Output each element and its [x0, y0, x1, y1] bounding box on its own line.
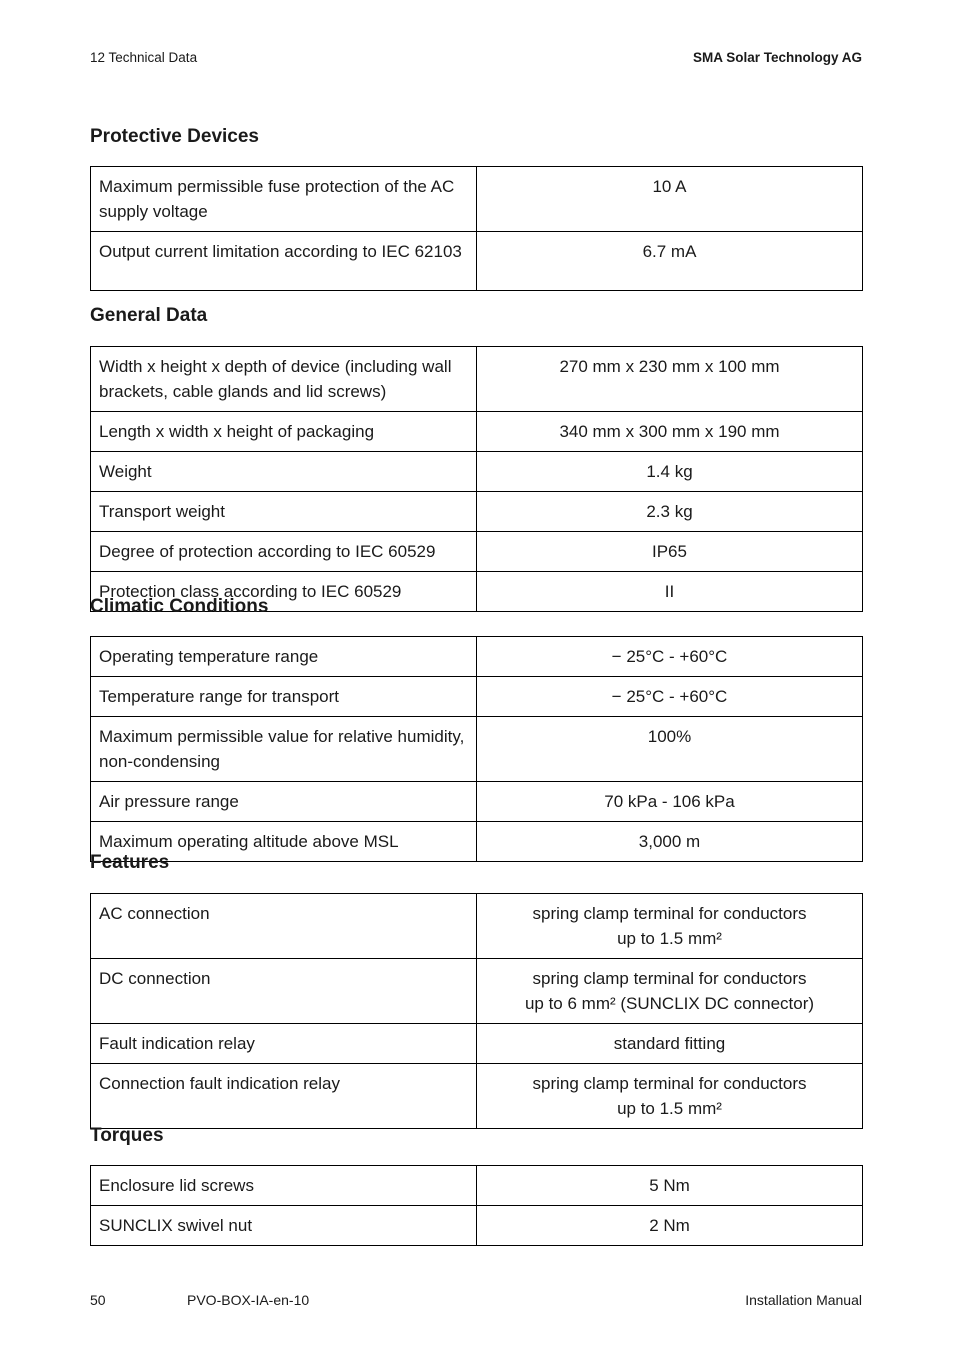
row-value-line: spring clamp terminal for conductors: [532, 904, 807, 923]
section-title-general-data: General Data: [90, 305, 208, 326]
row-value: 340 mm x 300 mm x 190 mm: [477, 412, 863, 452]
row-value: II: [477, 572, 863, 612]
row-label: Output current limitation according to IEC 62103: [91, 232, 477, 291]
row-value: [477, 959, 863, 1024]
row-value: standard fitting: [477, 1024, 863, 1064]
row-value: − 25°C - +60°C: [477, 677, 863, 717]
row-label: Maximum permissible value for relative humidity, non-condensing: [91, 717, 477, 782]
row-value: 2 Nm: [477, 1206, 863, 1246]
row-value: 270 mm x 230 mm x 100 mm: [477, 347, 863, 412]
table-row: [91, 232, 863, 291]
row-value-line: spring clamp terminal for conductors: [532, 1074, 807, 1093]
table-row: [91, 492, 863, 532]
table-row: [91, 959, 863, 1024]
table-row: [91, 1166, 863, 1206]
row-value-line: up to 1.5 mm²: [617, 1099, 722, 1118]
features-table: [90, 893, 863, 1129]
row-label: Air pressure range: [91, 782, 477, 822]
table-row: [91, 894, 863, 959]
table-row: [91, 822, 863, 862]
manual-title: Installation Manual: [745, 1292, 862, 1308]
row-label: Length x width x height of packaging: [91, 412, 477, 452]
row-value-line: up to 1.5 mm²: [617, 929, 722, 948]
table-row: [91, 452, 863, 492]
row-label: Enclosure lid screws: [91, 1166, 477, 1206]
row-label: Width x height x depth of device (including wall brackets, cable glands and lid screws): [91, 347, 477, 412]
row-value: [477, 894, 863, 959]
page-header-section: 12 Technical Data: [90, 50, 198, 65]
section-title-protective-devices: Protective Devices: [90, 126, 259, 147]
row-label: Transport weight: [91, 492, 477, 532]
table-row: [91, 1064, 863, 1129]
table-row: [91, 347, 863, 412]
row-label: Fault indication relay: [91, 1024, 477, 1064]
table-row: [91, 1024, 863, 1064]
row-value: IP65: [477, 532, 863, 572]
row-label: Weight: [91, 452, 477, 492]
row-label: Operating temperature range: [91, 637, 477, 677]
row-label: Maximum permissible fuse protection of the AC supply voltage: [91, 167, 477, 232]
row-value: 70 kPa - 106 kPa: [477, 782, 863, 822]
table-row: [91, 782, 863, 822]
section-title-torques: Torques: [90, 1125, 164, 1146]
table-row: [91, 532, 863, 572]
table-row: [91, 1206, 863, 1246]
row-value: 5 Nm: [477, 1166, 863, 1206]
row-value: 10 A: [477, 167, 863, 232]
row-value-line: spring clamp terminal for conductors: [532, 969, 807, 988]
row-label: Maximum operating altitude above MSL: [91, 822, 477, 862]
row-label: DC connection: [91, 959, 477, 1024]
row-label: SUNCLIX swivel nut: [91, 1206, 477, 1246]
row-value: 100%: [477, 717, 863, 782]
table-row: [91, 412, 863, 452]
climatic-conditions-table: [90, 636, 863, 862]
row-value: 1.4 kg: [477, 452, 863, 492]
row-label: Connection fault indication relay: [91, 1064, 477, 1129]
table-row: [91, 167, 863, 232]
row-label: Temperature range for transport: [91, 677, 477, 717]
row-value: 2.3 kg: [477, 492, 863, 532]
row-label: Protection class according to IEC 60529: [91, 572, 477, 612]
row-label: AC connection: [91, 894, 477, 959]
row-value-line: up to 6 mm² (SUNCLIX DC connector): [524, 994, 815, 1013]
page-number: 50: [90, 1292, 106, 1308]
row-value: 3,000 m: [477, 822, 863, 862]
table-row: [91, 717, 863, 782]
general-data-table: [90, 346, 863, 612]
page-header-company: SMA Solar Technology AG: [692, 50, 862, 65]
torques-table: [90, 1165, 863, 1246]
row-value: [477, 1064, 863, 1129]
section-title-features: Features: [90, 852, 170, 873]
protective-devices-table: [90, 166, 863, 291]
table-row: [91, 637, 863, 677]
document-code: PVO-BOX-IA-en-10: [187, 1292, 310, 1308]
row-value: − 25°C - +60°C: [477, 637, 863, 677]
table-row: [91, 677, 863, 717]
section-title-climatic-conditions: Climatic Conditions: [90, 596, 269, 617]
row-label: Degree of protection according to IEC 60529: [91, 532, 477, 572]
row-value: 6.7 mA: [477, 232, 863, 291]
